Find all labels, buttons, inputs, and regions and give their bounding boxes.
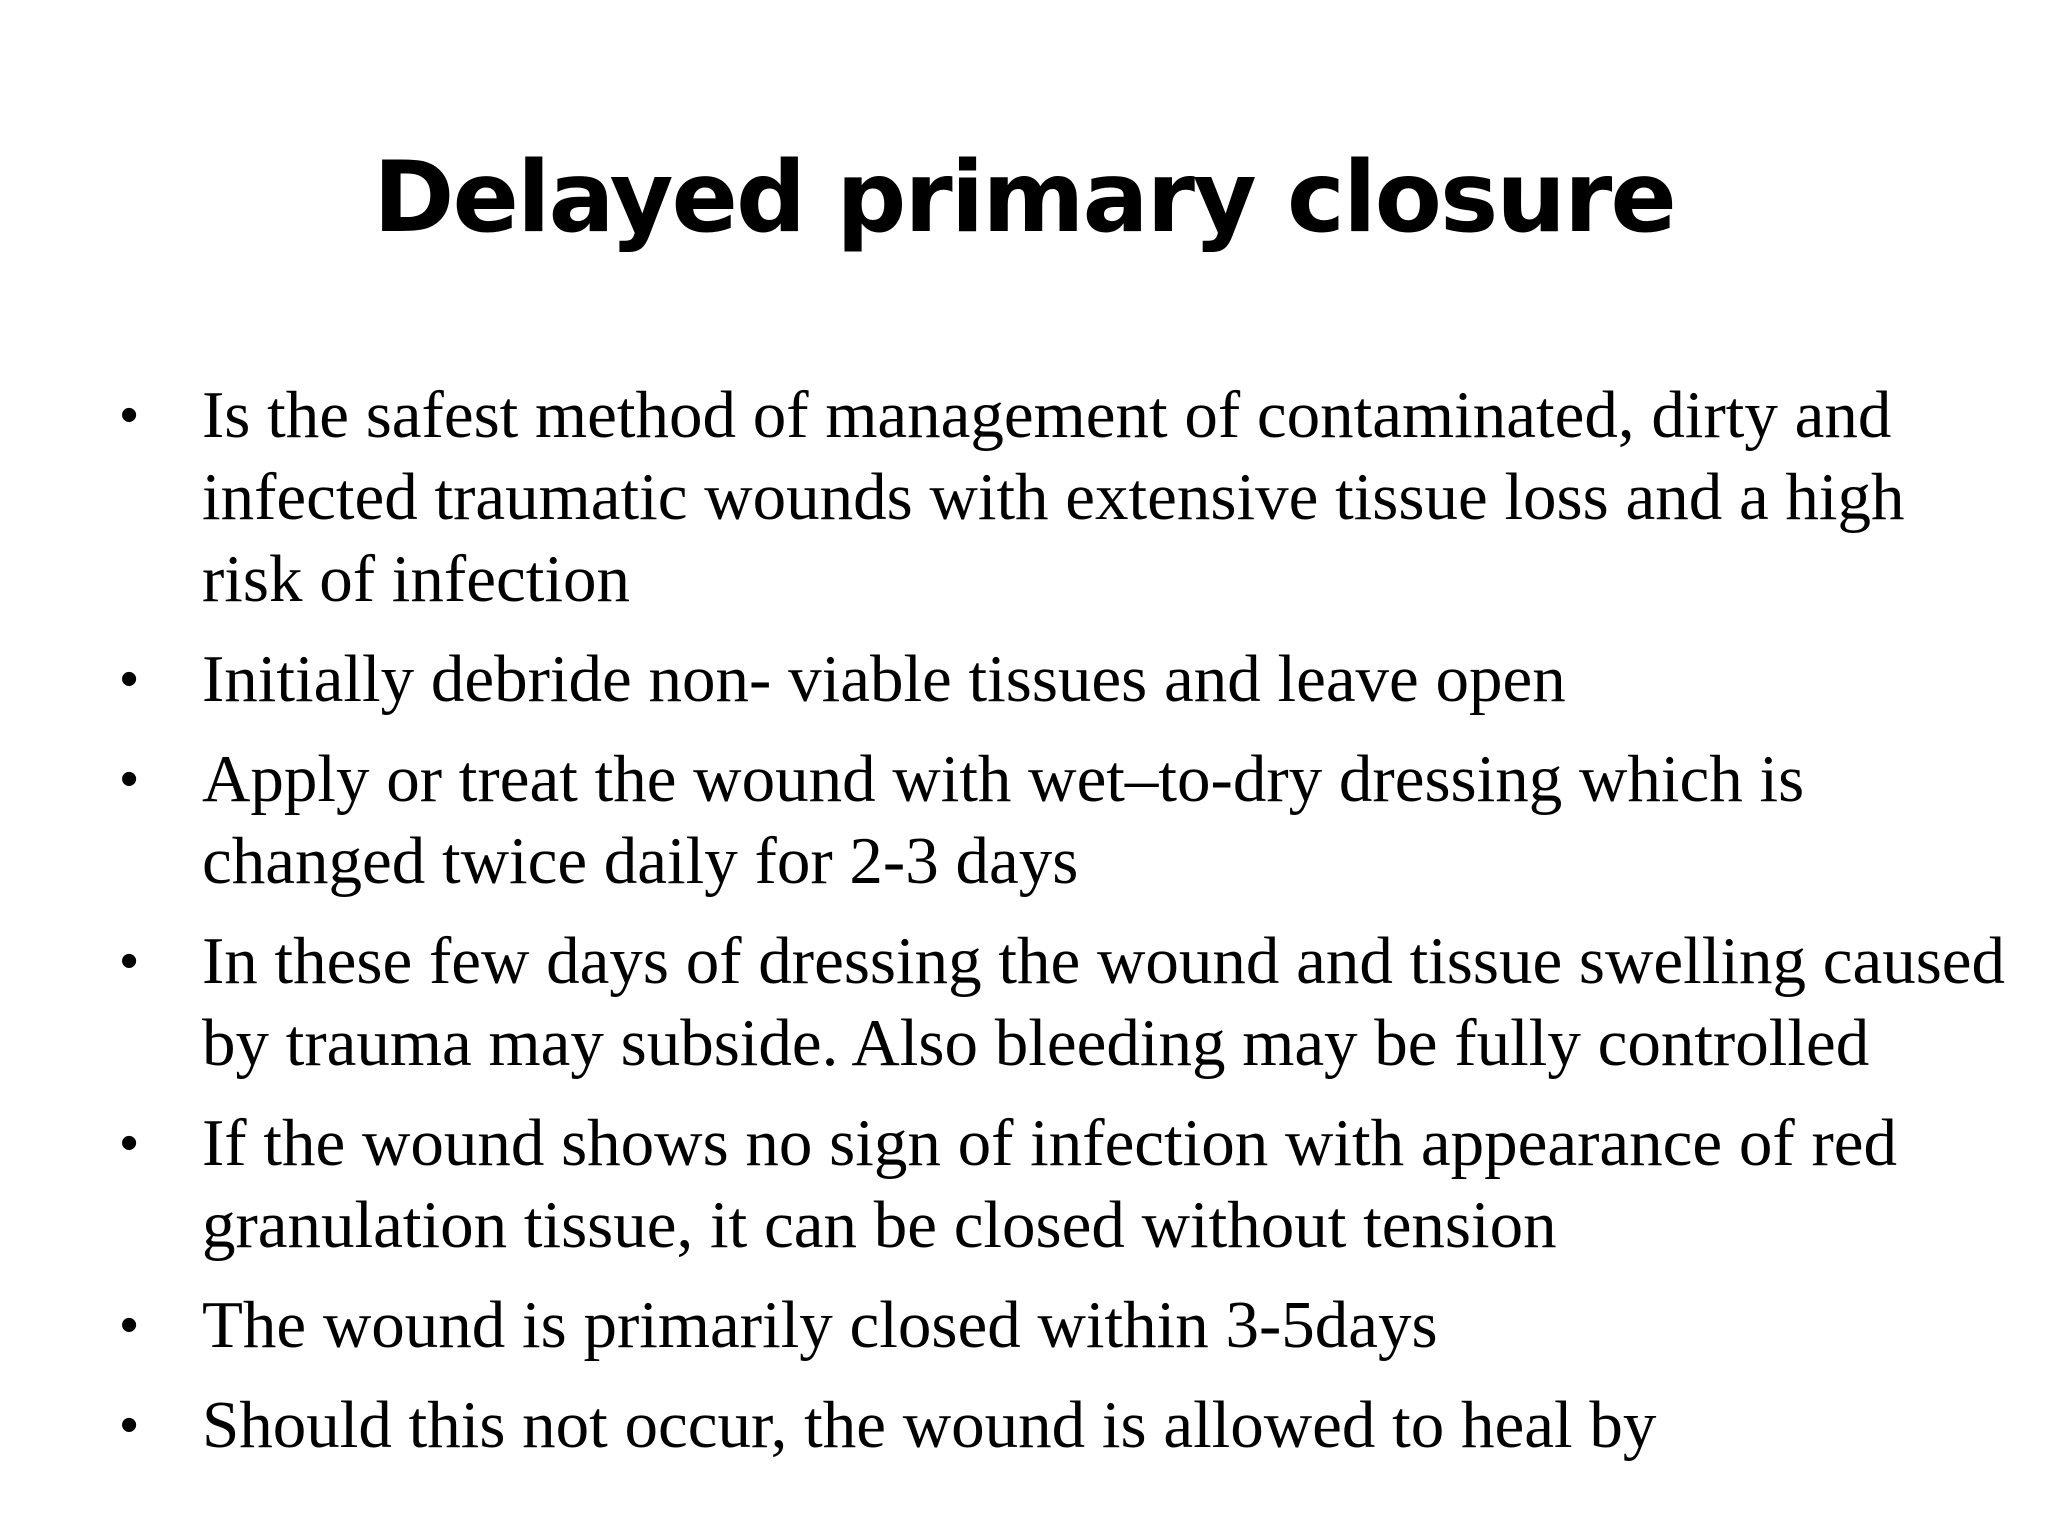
bullet-text: Is the safest method of management of contaminated, dirty and infected traumatic wounds with extensive tissue loss and a high risk of infection <box>202 378 1905 616</box>
bullet-dot-icon: • <box>120 1396 139 1454</box>
bullet-dot-icon: • <box>120 932 139 990</box>
bullet-text: The wound is primarily closed within 3-5days <box>202 1288 1438 1362</box>
slide-title: Delayed primary closure <box>373 141 1675 255</box>
bullet-item <box>120 920 2010 1084</box>
bullet-item <box>120 1384 2010 1466</box>
bullet-dot-icon: • <box>120 1296 139 1354</box>
bullet-dot-icon: • <box>120 386 139 444</box>
bullet-item <box>120 1284 2010 1366</box>
bullet-dot-icon: • <box>120 1114 139 1172</box>
bullet-list <box>120 374 2010 1484</box>
bullet-text: If the wound shows no sign of infection with appearance of red granulation tissue, it can be closed without tension <box>202 1106 1897 1262</box>
bullet-item <box>120 638 2010 720</box>
bullet-item <box>120 738 2010 902</box>
bullet-text: Initially debride non- viable tissues and leave open <box>202 642 1566 716</box>
bullet-item <box>120 374 2010 620</box>
bullet-text: Should this not occur, the wound is allowed to heal by <box>202 1388 1657 1462</box>
bullet-text: Apply or treat the wound with wet–to-dry dressing which is changed twice daily for 2-3 days <box>202 742 1805 898</box>
bullet-dot-icon: • <box>120 750 139 808</box>
bullet-dot-icon: • <box>120 650 139 708</box>
bullet-text: In these few days of dressing the wound and tissue swelling caused by trauma may subside. Also bleeding may be fully controlled <box>202 924 2006 1080</box>
bullet-item <box>120 1102 2010 1266</box>
